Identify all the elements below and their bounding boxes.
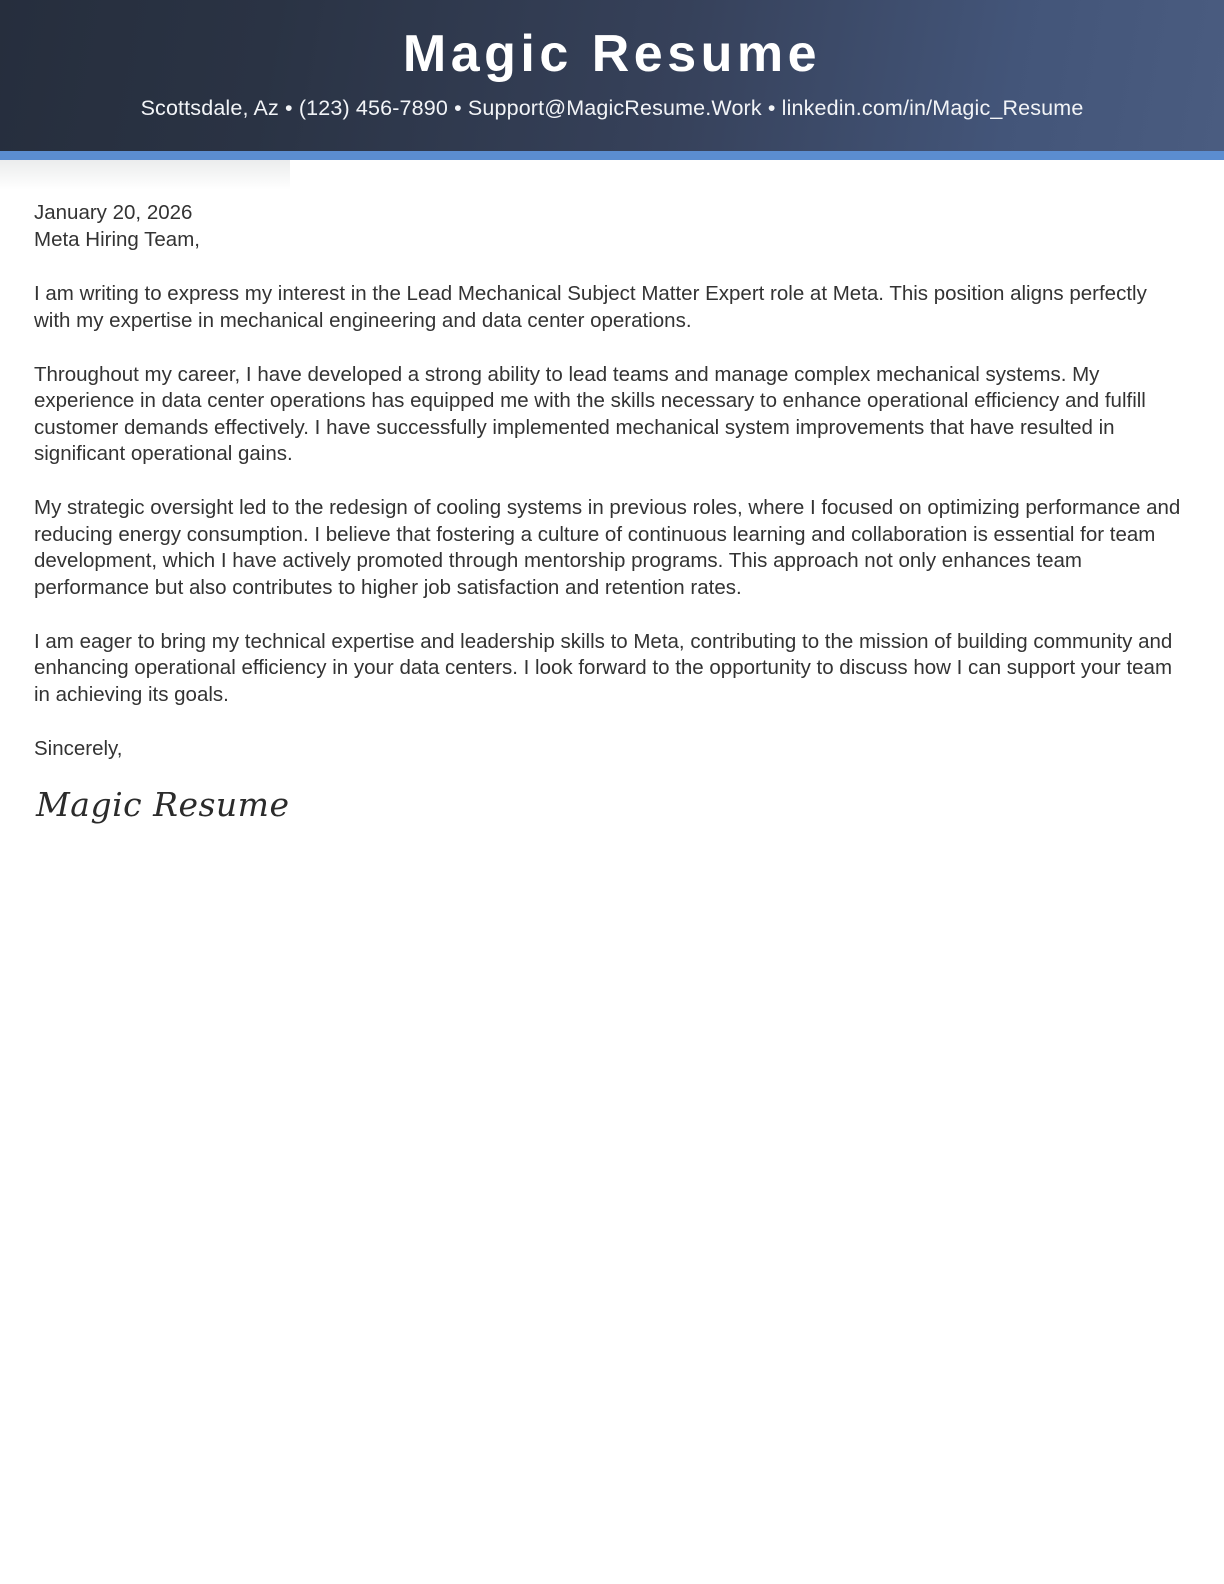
letter-body xyxy=(0,160,1224,825)
contact-line: Scottsdale, Az • (123) 456-7890 • Support@MagicResume.Work • linkedin.com/in/Magic_Resume xyxy=(140,96,1084,121)
letter-paragraph-1: I am writing to express my interest in the Lead Mechanical Subject Matter Expert role at Meta. This position aligns perfectly with my expertise in mechanical engineering and data center operations. xyxy=(34,282,1147,332)
letter-closing: Sincerely, xyxy=(34,736,123,760)
letter-salutation: Meta Hiring Team, xyxy=(34,227,200,251)
signature: Magic Resume xyxy=(36,785,290,825)
letter-paragraph-4: I am eager to bring my technical expertise and leadership skills to Meta, contributing to the mission of building community and enhancing operational efficiency in your data centers. I look forward to the opportunity to discuss how I can support your team in achieving its goals. xyxy=(34,629,1173,706)
letter-heading-block xyxy=(34,200,1188,253)
letter-paragraph-3: My strategic oversight led to the redesign of cooling systems in previous roles, where I focused on optimizing performance and reducing energy consumption. I believe that fostering a culture of continuous learning and collaboration is essential for team development, which I have actively promoted through mentorship programs. This approach not only enhances team performance but also contributes to higher job satisfaction and retention rates. xyxy=(34,496,1181,600)
page-title: Magic Resume xyxy=(402,25,822,83)
accent-divider xyxy=(0,151,1224,160)
letter-date: January 20, 2026 xyxy=(34,201,193,224)
letter-paragraph-2: Throughout my career, I have developed a strong ability to lead teams and manage complex mechanical systems. My experience in data center operations has equipped me with the skills necessary to enhance operational efficiency and fulfill customer demands effectively. I have successfully implemented mechanical system improvements that have resulted in significant operational gains. xyxy=(34,362,1146,466)
letterhead-header xyxy=(0,0,1224,151)
